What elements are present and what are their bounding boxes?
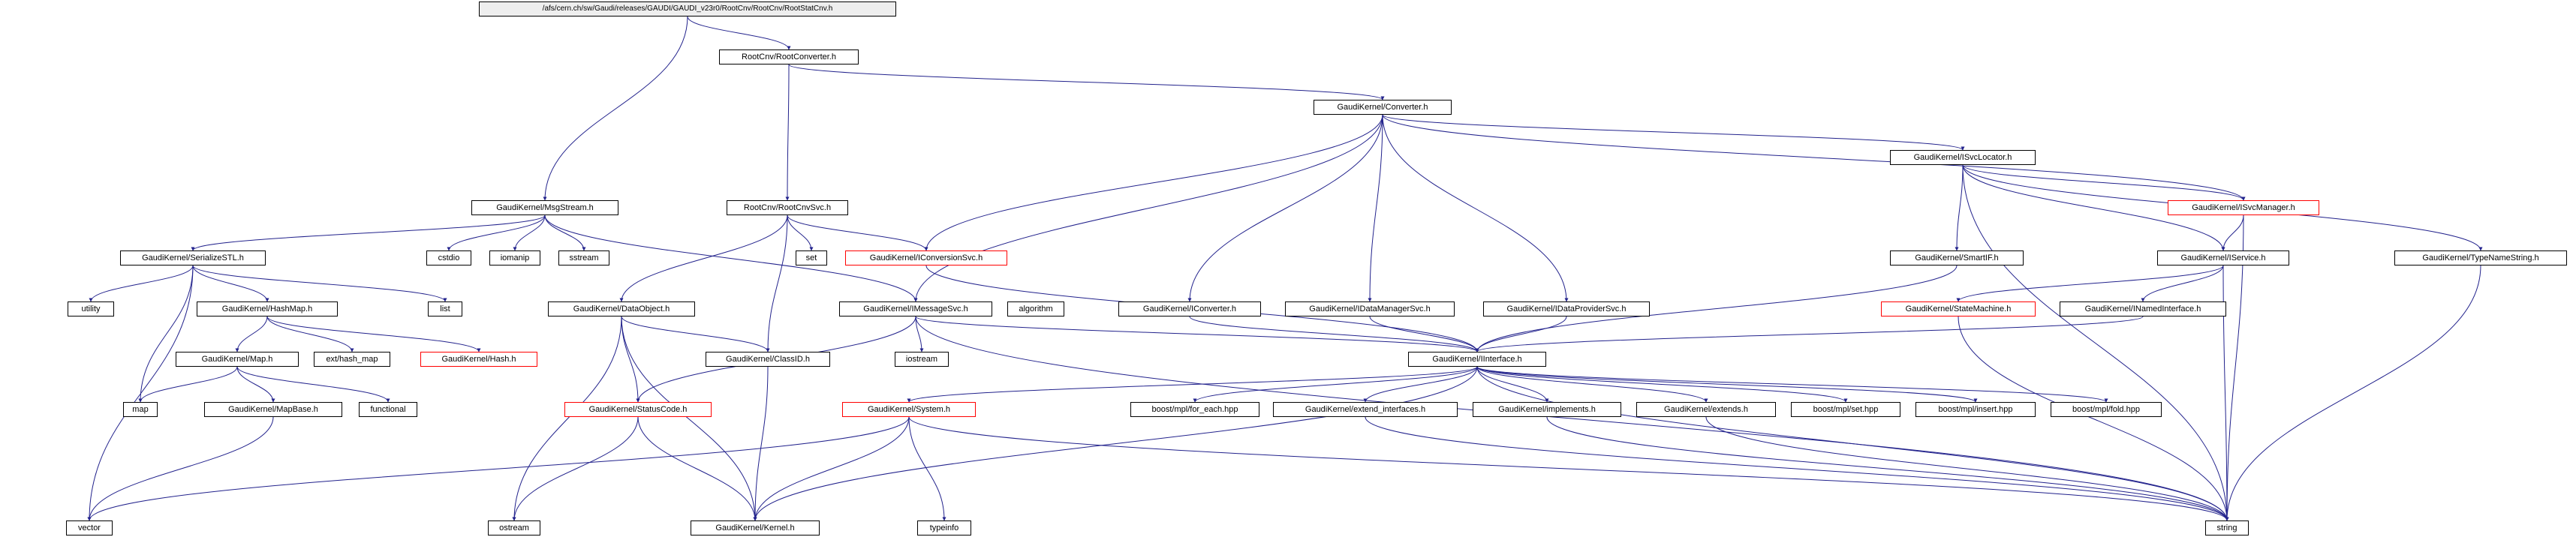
graph-node-label: GaudiKernel/extend_interfaces.h — [1305, 404, 1426, 414]
graph-node-label: vector — [78, 523, 101, 532]
graph-node-label: functional — [370, 404, 406, 414]
graph-node-mapbase[interactable] — [204, 402, 342, 417]
graph-node-iinterface[interactable] — [1408, 352, 1546, 367]
graph-node-mplset[interactable] — [1791, 402, 1900, 417]
graph-node-label: boost/mpl/for_each.hpp — [1151, 404, 1238, 414]
graph-node-system_h[interactable] — [842, 402, 976, 417]
graph-node-label: boost/mpl/fold.hpp — [2072, 404, 2140, 414]
graph-node-algorithm[interactable] — [1007, 302, 1064, 316]
graph-node-label: sstream — [569, 253, 599, 262]
graph-node-rootconverter[interactable] — [719, 50, 859, 64]
graph-node-label: RootCnv/RootConverter.h — [742, 52, 836, 62]
graph-node-label: typeinfo — [929, 523, 959, 532]
graph-node-rootcnvsvc[interactable] — [727, 200, 848, 215]
graph-node-label: boost/mpl/insert.hpp — [1938, 404, 2013, 414]
graph-node-label: GaudiKernel/IConverter.h — [1142, 304, 1237, 314]
graph-node-label: list — [440, 304, 450, 314]
graph-node-string[interactable] — [2205, 520, 2249, 536]
graph-node-iconverter[interactable] — [1118, 302, 1261, 316]
graph-node-ostream[interactable] — [488, 520, 540, 536]
graph-node-label: GaudiKernel/implements.h — [1498, 404, 1596, 414]
graph-node-inamedinterface[interactable] — [2060, 302, 2226, 316]
graph-node-label: GaudiKernel/extends.h — [1664, 404, 1748, 414]
graph-node-kernel_h[interactable] — [691, 520, 820, 536]
graph-node-isvcmanager[interactable] — [2168, 200, 2319, 215]
graph-node-label: algorithm — [1019, 304, 1053, 314]
graph-node-label: GaudiKernel/IConversionSvc.h — [869, 253, 983, 262]
graph-node-mplinsert[interactable] — [1915, 402, 2036, 417]
graph-node-label: iomanip — [500, 253, 530, 262]
graph-node-label: GaudiKernel/Hash.h — [441, 354, 516, 364]
graph-node-exthashmap[interactable] — [314, 352, 390, 367]
graph-node-isvclocator[interactable] — [1890, 150, 2036, 165]
graph-node-label: cstdio — [438, 253, 460, 262]
graph-node-label: utility — [81, 304, 101, 314]
graph-node-idataprovidersvc[interactable] — [1483, 302, 1650, 316]
graph-node-label: GaudiKernel/ClassID.h — [726, 354, 810, 364]
graph-node-label: GaudiKernel/System.h — [867, 404, 951, 414]
graph-node-vector[interactable] — [66, 520, 113, 536]
graph-node-label: GaudiKernel/SmartIF.h — [1915, 253, 1999, 262]
graph-node-dataobject[interactable] — [548, 302, 695, 316]
graph-node-label: GaudiKernel/ISvcManager.h — [2192, 202, 2295, 212]
graph-node-label: GaudiKernel/IDataManagerSvc.h — [1309, 304, 1431, 314]
graph-node-root[interactable] — [479, 2, 896, 16]
graph-node-iostream[interactable] — [895, 352, 949, 367]
graph-node-label: iostream — [905, 354, 938, 364]
graph-node-mplfold[interactable] — [2051, 402, 2162, 417]
graph-node-label: map — [132, 404, 149, 414]
graph-node-label: GaudiKernel/IDataProviderSvc.h — [1506, 304, 1627, 314]
graph-node-label: boost/mpl/set.hpp — [1813, 404, 1879, 414]
graph-node-converter[interactable] — [1314, 100, 1452, 115]
graph-node-typeinfo[interactable] — [917, 520, 971, 536]
graph-node-statuscode[interactable] — [564, 402, 712, 417]
graph-node-extendinterfaces[interactable] — [1273, 402, 1458, 417]
graph-node-label: GaudiKernel/Kernel.h — [715, 523, 795, 532]
graph-node-hash_h[interactable] — [420, 352, 537, 367]
graph-node-label: string — [2216, 523, 2237, 532]
graph-node-functional[interactable] — [359, 402, 417, 417]
graph-node-set[interactable] — [796, 250, 827, 266]
graph-node-label: GaudiKernel/MsgStream.h — [496, 202, 594, 212]
graph-node-imessagesvc[interactable] — [839, 302, 992, 316]
graph-node-msgstream[interactable] — [471, 200, 618, 215]
graph-node-label: GaudiKernel/TypeNameString.h — [2422, 253, 2539, 262]
graph-node-label: GaudiKernel/StateMachine.h — [1905, 304, 2012, 314]
graph-node-label: /afs/cern.ch/sw/Gaudi/releases/GAUDI/GAUDI_v23r0/RootCnv/RootCnv/RootStatCnv.h — [542, 4, 833, 13]
graph-node-label: GaudiKernel/ISvcLocator.h — [1913, 152, 2012, 162]
graph-node-extends[interactable] — [1636, 402, 1776, 417]
graph-node-label: GaudiKernel/Converter.h — [1337, 102, 1428, 112]
graph-node-label: GaudiKernel/IService.h — [2180, 253, 2266, 262]
graph-node-foreach[interactable] — [1130, 402, 1259, 417]
graph-node-idatamanagersvc[interactable] — [1285, 302, 1455, 316]
graph-node-label: set — [805, 253, 817, 262]
graph-node-sstream[interactable] — [558, 250, 609, 266]
graph-node-label: ostream — [499, 523, 529, 532]
graph-node-map_h[interactable] — [176, 352, 299, 367]
graph-node-iomanip[interactable] — [489, 250, 540, 266]
graph-node-label: GaudiKernel/IInterface.h — [1432, 354, 1522, 364]
graph-node-label: GaudiKernel/Map.h — [201, 354, 273, 364]
graph-node-utility[interactable] — [68, 302, 114, 316]
graph-node-label: RootCnv/RootCnvSvc.h — [743, 202, 832, 212]
graph-node-label: GaudiKernel/DataObject.h — [573, 304, 670, 314]
graph-node-hashmap[interactable] — [197, 302, 338, 316]
graph-node-label: GaudiKernel/MapBase.h — [228, 404, 318, 414]
graph-node-label: GaudiKernel/SerializeSTL.h — [142, 253, 244, 262]
graph-node-map[interactable] — [123, 402, 158, 417]
graph-node-smartif[interactable] — [1890, 250, 2024, 266]
graph-node-label: GaudiKernel/HashMap.h — [221, 304, 313, 314]
graph-node-classid[interactable] — [706, 352, 830, 367]
graph-node-iservice[interactable] — [2157, 250, 2289, 266]
graph-node-typenamestring[interactable] — [2394, 250, 2567, 266]
graph-node-list[interactable] — [428, 302, 462, 316]
graph-node-statemachine[interactable] — [1881, 302, 2036, 316]
graph-node-iconversionsvc[interactable] — [845, 250, 1007, 266]
graph-node-label: GaudiKernel/StatusCode.h — [588, 404, 688, 414]
graph-node-label: GaudiKernel/IMessageSvc.h — [863, 304, 968, 314]
graph-node-implements[interactable] — [1473, 402, 1621, 417]
graph-node-label: GaudiKernel/INamedInterface.h — [2084, 304, 2201, 314]
graph-node-cstdio[interactable] — [426, 250, 471, 266]
graph-node-serializestl[interactable] — [120, 250, 266, 266]
graph-node-label: ext/hash_map — [326, 354, 378, 364]
